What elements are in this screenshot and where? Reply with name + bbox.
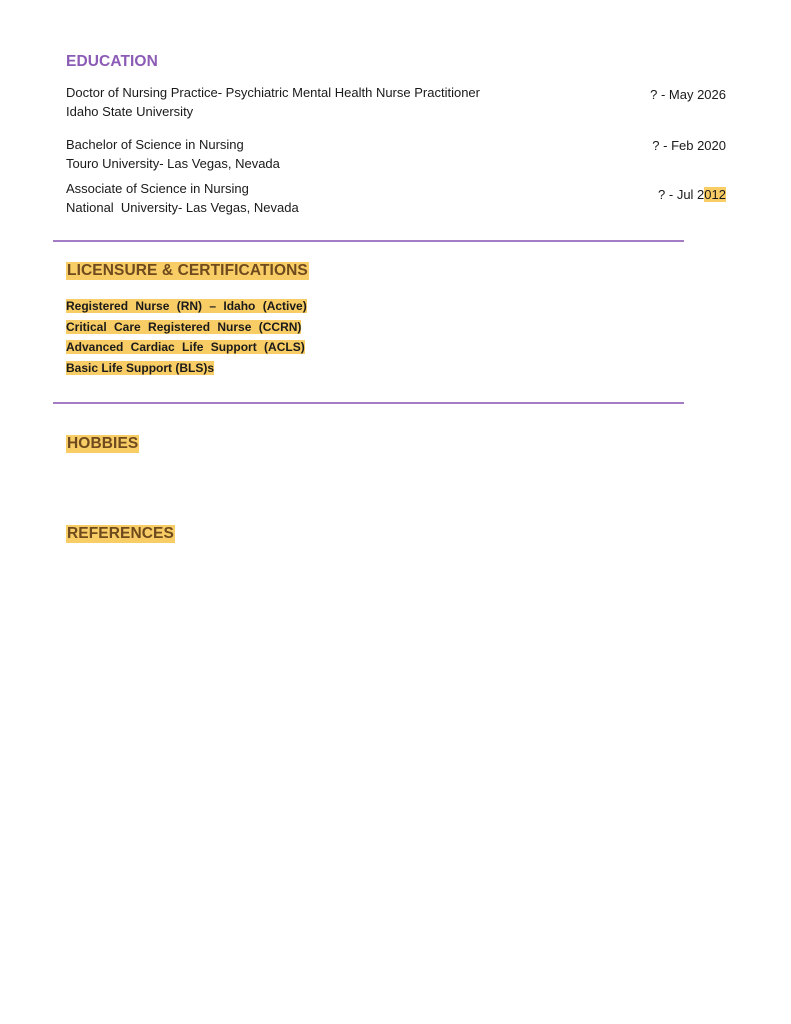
list-item xyxy=(66,296,307,317)
school-name: Touro University- Las Vegas, Nevada xyxy=(66,156,280,171)
education-date-highlighted: 012 xyxy=(704,187,726,202)
section-divider xyxy=(53,240,684,242)
degree-title: Bachelor of Science in Nursing xyxy=(66,137,244,152)
education-date: ? - May 2026 xyxy=(650,87,726,102)
certification-list xyxy=(66,296,307,378)
school-name: National University- Las Vegas, Nevada xyxy=(66,200,299,215)
licensure-heading: LICENSURE & CERTIFICATIONS xyxy=(67,262,308,279)
certification-item: Registered Nurse (RN) – Idaho (Active) xyxy=(66,299,307,313)
references-heading: REFERENCES xyxy=(67,525,174,542)
degree-title: Doctor of Nursing Practice- Psychiatric Mental Health Nurse Practitioner xyxy=(66,85,480,100)
certification-item: Advanced Cardiac Life Support (ACLS) xyxy=(66,340,305,354)
section-divider xyxy=(53,402,684,404)
list-item xyxy=(66,358,307,379)
list-item xyxy=(66,317,307,338)
list-item xyxy=(66,337,307,358)
school-name: Idaho State University xyxy=(66,104,194,119)
education-item xyxy=(66,83,726,121)
hobbies-heading: HOBBIES xyxy=(67,435,139,452)
education-date xyxy=(658,185,726,204)
certification-item: Critical Care Registered Nurse (CCRN) xyxy=(66,319,302,334)
education-item xyxy=(66,179,726,217)
education-date: ? - Feb 2020 xyxy=(652,138,726,153)
education-heading: EDUCATION xyxy=(66,53,158,70)
degree-title: Associate of Science in Nursing xyxy=(66,181,249,196)
certification-item: Basic Life Support (BLS)s xyxy=(66,360,215,375)
education-item xyxy=(66,135,726,173)
education-date-prefix: ? - Jul 2 xyxy=(658,187,705,202)
